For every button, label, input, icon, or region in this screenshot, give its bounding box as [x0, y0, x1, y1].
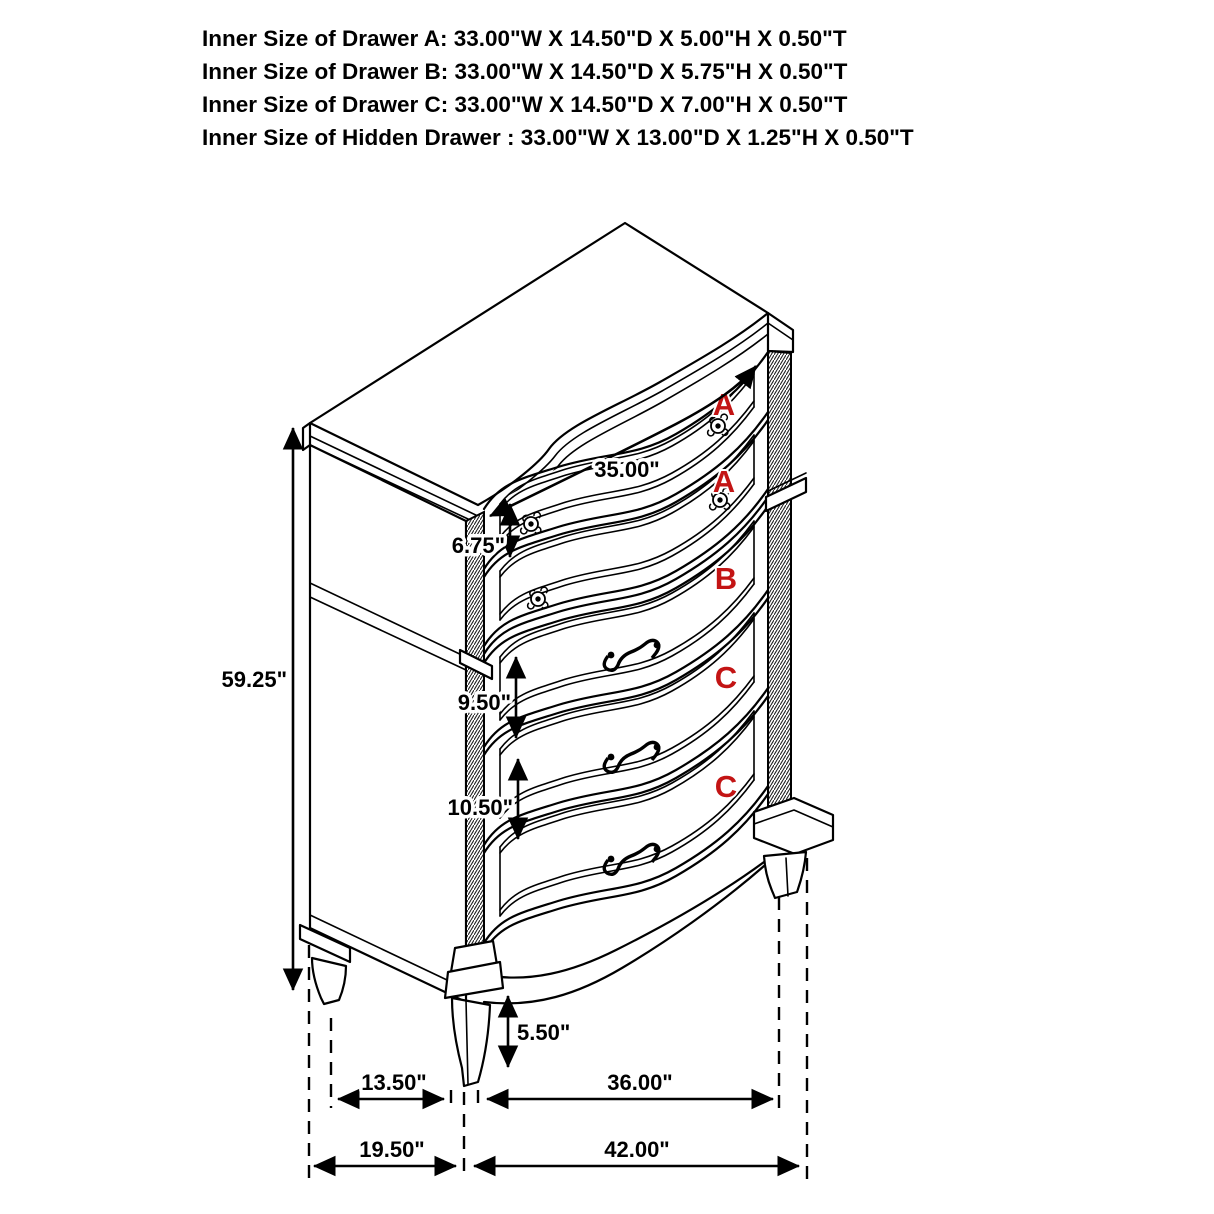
right-corner-pilaster [766, 351, 806, 806]
overall-depth-value: 19.50" [359, 1137, 425, 1162]
dimension-leg-inset-width [487, 1070, 773, 1099]
spec-line-drawer-b: Inner Size of Drawer B: 33.00"W X 14.50"D X 5.75"H X 0.50"T [202, 59, 848, 84]
top-drawer-width-value: 35.00" [594, 457, 660, 482]
dimension-leg-inset-depth [338, 1070, 444, 1099]
dimension-leg-height [508, 996, 570, 1067]
drawer-c-height-value: 10.50" [447, 795, 513, 820]
drawer-b-height-value: 9.50" [457, 690, 511, 715]
spec-line-drawer-c: Inner Size of Drawer C: 33.00"W X 14.50"D X 7.00"H X 0.50"T [202, 92, 848, 117]
drawer-a-height-value: 6.75" [451, 533, 505, 558]
leg-inset-width-value: 36.00" [607, 1070, 673, 1095]
inner-size-spec-block [202, 22, 914, 154]
drawer-a-top-label: A [712, 387, 736, 422]
spec-line-hidden-drawer: Inner Size of Hidden Drawer : 33.00"W X 13.00"D X 1.25"H X 0.50"T [202, 125, 914, 150]
dimension-overall-height [222, 428, 293, 990]
drawer-a-second-label: A [712, 464, 736, 499]
drawer-c-lower-label: C [714, 769, 738, 804]
leg-height-value: 5.50" [517, 1020, 571, 1045]
drawer-c-upper-label: C [714, 660, 738, 695]
leg-inset-depth-value: 13.50" [361, 1070, 427, 1095]
dimension-overall-depth [314, 1137, 456, 1166]
spec-line-drawer-a: Inner Size of Drawer A: 33.00"W X 14.50"D X 5.00"H X 0.50"T [202, 26, 847, 51]
drawer-b-label: B [714, 561, 738, 596]
overall-height-value: 59.25" [221, 667, 287, 692]
dimension-overall-width [474, 1137, 799, 1166]
chest-left-side-panel [310, 445, 466, 1002]
overall-width-value: 42.00" [604, 1137, 670, 1162]
